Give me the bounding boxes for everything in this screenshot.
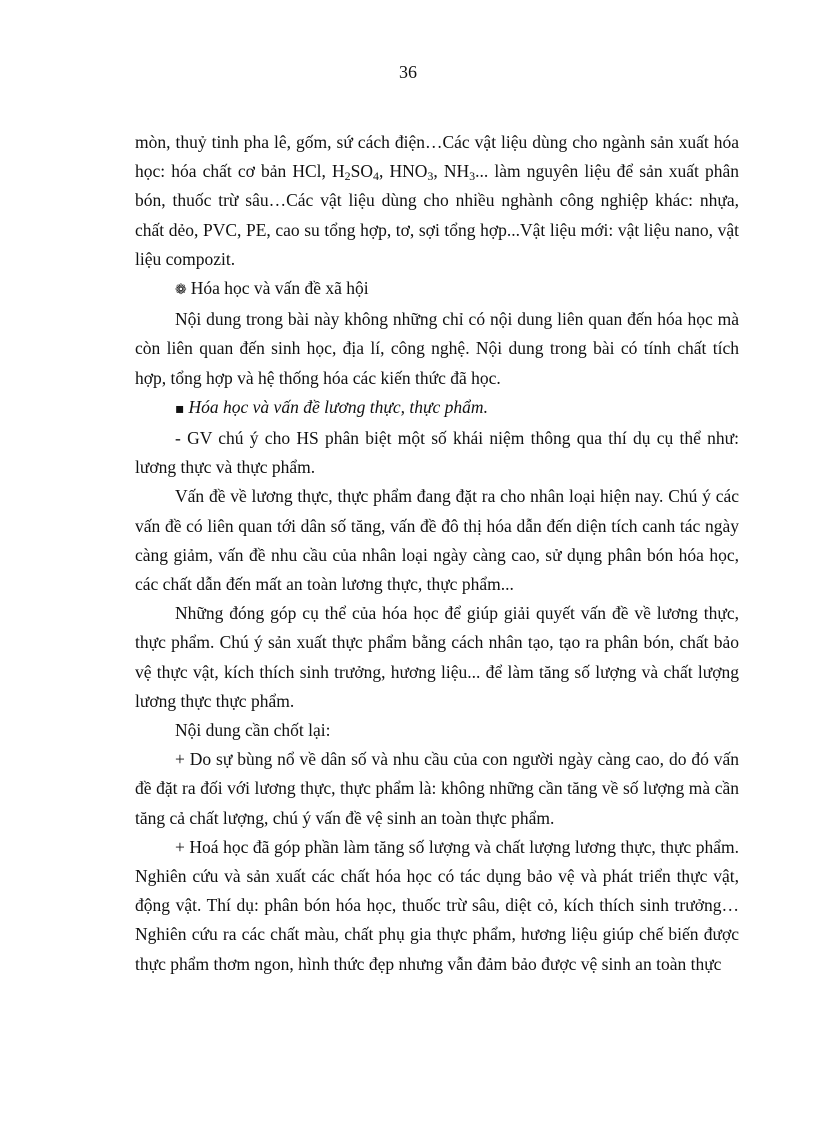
paragraph-summary-point-2: + Hoá học đã góp phần làm tăng số lượng và chất lượng lương thực, thực phẩm. Nghiên cứu và sản xuất các chất hóa học có tác dụng bảo vệ và phát triển thực vật, động vật. Thí dụ: phân bón hóa học, thuốc trừ sâu, diệt cỏ, kích thích sinh trưởng…Nghiên cứu ra các chất màu, chất phụ gia thực phẩm, hương liệu giúp chế biến được thực phẩm thơm ngon, hình thức đẹp nhưng vẫn đảm bảo được vệ sinh an toàn thực bbox=[135, 836, 739, 974]
subsection-heading-food bbox=[135, 393, 739, 424]
subscript: 2 bbox=[344, 169, 351, 184]
paragraph-summary-point-1: + Do sự bùng nổ về dân số và nhu cầu của con người ngày càng cao, do đó vấn đề đặt ra đối với lương thực, thực phẩm là: không những cần tăng về số lượng mà cần tăng cả chất lượng, chú ý vấn đề vệ sinh an toàn thực phẩm. bbox=[135, 749, 739, 828]
text-run: , NH bbox=[433, 161, 470, 182]
paragraph-intro: Nội dung trong bài này không những chỉ có nội dung liên quan đến hóa học mà còn liên quan đến sinh học, địa lí, công nghệ. Nội dung trong bài có tính chất tích hợp, tổng hợp và hệ thống hóa các kiến thức đã học. bbox=[135, 309, 739, 388]
subscript: 3 bbox=[427, 169, 434, 184]
text-run: mòn, thuỷ tinh pha lê, gốm, sứ cách điện…Các vật liệu dùng cho ngành sản xuất hóa học: hóa chất cơ bản HCl, H bbox=[135, 132, 739, 182]
paragraph-contributions: Những đóng góp cụ thể của hóa học để giúp giải quyết vấn đề về lương thực, thực phẩm. Chú ý sản xuất thực phẩm bằng cách nhân tạo, tạo ra phân bón, chất bảo vệ thực vật, kích thích sinh trưởng, hương liệu... để làm tăng số lượng và chất lượng lương thực thực phẩm. bbox=[135, 603, 739, 711]
section-heading-society bbox=[135, 274, 739, 305]
text-run: SO bbox=[350, 161, 373, 182]
subscript: 3 bbox=[469, 169, 476, 184]
section-heading-text: Hóa học và vấn đề xã hội bbox=[190, 278, 369, 299]
square-bullet-icon: ▪ bbox=[175, 400, 185, 417]
page-body bbox=[135, 128, 739, 979]
paragraph-materials bbox=[135, 128, 739, 274]
page-number: 36 bbox=[399, 62, 417, 82]
flower-bullet-icon: ❁ bbox=[175, 282, 187, 299]
text-run: , HNO bbox=[379, 161, 428, 182]
text-run: ... làm nguyên liệu để sản xuất phân bón, thuốc trừ sâu…Các vật liệu dùng cho nhiều nghành công nghiệp khác: nhựa, chất dẻo, PVC, PE, cao su tổng hợp, tơ, sợi tổng hợp...Vật liệu mới: vật liệu nano, vật liệu compozit. bbox=[135, 161, 739, 269]
subscript: 4 bbox=[373, 169, 379, 184]
paragraph-food-problem: Vấn đề về lương thực, thực phẩm đang đặt ra cho nhân loại hiện nay. Chú ý các vấn đề có liên quan tới dân số tăng, vấn đề đô thị hóa dẫn đến diện tích canh tác ngày càng giảm, vấn đề nhu cầu của nhân loại ngày càng cao, sử dụng phân bón hóa học, các chất dẫn đến mất an toàn lương thực, thực phẩm... bbox=[135, 486, 739, 595]
paragraph-summary-label: Nội dung cần chốt lại: bbox=[175, 720, 331, 741]
paragraph-teacher-note: - GV chú ý cho HS phân biệt một số khái niệm thông qua thí dụ cụ thể như: lương thực và thực phẩm. bbox=[135, 428, 739, 478]
subsection-heading-text: Hóa học và vấn đề lương thực, thực phẩm. bbox=[188, 396, 488, 417]
